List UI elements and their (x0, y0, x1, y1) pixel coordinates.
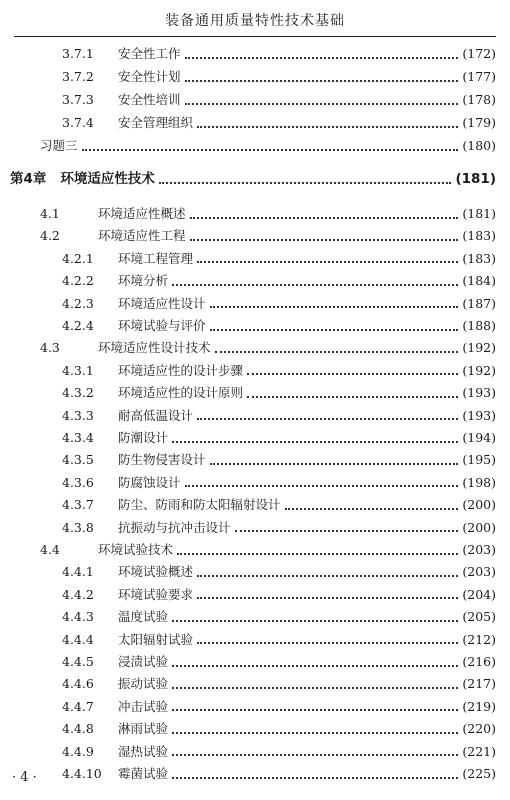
toc-entry-number: 3.7.3 (62, 92, 94, 107)
toc-entry-number: 4.3.5 (62, 452, 94, 468)
toc-entry-title: 防腐蚀设计 (118, 474, 181, 490)
toc-entry-number: 4.3.4 (62, 430, 94, 445)
toc-entry-title: 环境适应性设计 (118, 295, 206, 311)
dot-leader (197, 641, 458, 644)
toc-page-number: (219) (462, 698, 496, 714)
toc-row[interactable] (62, 562, 496, 582)
toc-entry-title: 安全性工作 (118, 46, 181, 61)
toc-entry-title: 浸渍试验 (118, 654, 169, 669)
toc-page-number: (180) (462, 138, 496, 153)
toc-page-number: (193) (462, 407, 496, 423)
toc-entry-title: 环境适应性概述 (98, 206, 186, 221)
toc-entry-number: 4.3.2 (62, 385, 94, 401)
toc-page-number: (188) (462, 318, 496, 333)
toc-entry-number: 4.4.6 (62, 676, 94, 692)
toc-entry-title: 防尘、防雨和防太阳辐射设计 (118, 497, 281, 513)
toc-row[interactable] (62, 294, 496, 314)
toc-row[interactable] (62, 674, 496, 694)
toc-page-number: (198) (462, 474, 496, 490)
toc-entry-title: 淋雨试验 (118, 721, 169, 737)
toc-row[interactable] (62, 764, 496, 784)
toc-row[interactable] (62, 607, 496, 627)
toc-entry-title: 湿热试验 (118, 743, 169, 759)
toc-entry-number: 4.4.7 (62, 698, 94, 714)
dot-leader (172, 708, 458, 711)
toc-page-number: (192) (462, 362, 496, 378)
toc-entry-title: 环境试验与评价 (118, 318, 206, 333)
toc-entry-number: 4.3.8 (62, 519, 94, 535)
toc-entry-number: 4.4.3 (62, 609, 94, 625)
dot-leader (247, 395, 458, 398)
dot-leader (185, 79, 459, 82)
dot-leader (247, 372, 458, 375)
toc-entry-title: 环境试验要求 (118, 586, 194, 602)
dot-leader (197, 574, 458, 577)
toc-entry-number: 4.3.1 (62, 362, 94, 378)
toc-entry-number: 4.2.3 (62, 295, 94, 311)
toc-entry-title: 振动试验 (118, 676, 169, 692)
dot-leader (172, 731, 458, 734)
toc-entry-title: 环境适应性设计技术 (98, 340, 211, 356)
dot-leader (172, 283, 458, 286)
dot-leader (185, 56, 459, 59)
toc-entry-number: 第4章 (10, 171, 47, 187)
dot-leader (159, 181, 452, 184)
toc-page-number: (216) (462, 654, 496, 669)
toc-row[interactable] (62, 652, 496, 672)
toc-row[interactable] (62, 495, 496, 515)
page-number: · 4 · (12, 770, 37, 785)
dot-leader (210, 305, 459, 308)
dot-leader (197, 260, 458, 263)
toc-entry-title: 防生物侵害设计 (118, 452, 206, 468)
dot-leader (190, 216, 459, 219)
toc-entry-number: 4.4.10 (62, 766, 102, 781)
toc-page-number: (225) (462, 766, 496, 781)
toc-page-number: (193) (462, 385, 496, 401)
toc-page-number: (200) (462, 497, 496, 513)
toc-entry-number: 3.7.2 (62, 69, 94, 84)
dot-leader (235, 529, 459, 532)
toc-entry-title: 温度试验 (118, 609, 169, 625)
toc-row[interactable] (40, 338, 496, 358)
toc-entry-title: 冲击试验 (118, 698, 169, 714)
toc-row[interactable] (62, 719, 496, 739)
toc-page-number: (178) (462, 92, 496, 107)
toc-entry-title: 防潮设计 (118, 430, 169, 445)
dot-leader (210, 462, 459, 465)
toc-row[interactable] (62, 90, 496, 110)
dot-leader (177, 552, 458, 555)
toc-entry-number: 4.4 (40, 542, 60, 557)
toc-page-number: (177) (462, 69, 496, 84)
toc-entry-title: 环境适应性工程 (98, 228, 186, 244)
toc-row[interactable] (40, 540, 496, 560)
toc-row[interactable] (62, 697, 496, 717)
toc-row[interactable] (62, 742, 496, 762)
toc-entry-title: 环境工程管理 (118, 250, 194, 266)
toc-entry-number: 4.1 (40, 206, 60, 221)
toc-row[interactable] (62, 518, 496, 538)
dot-leader (215, 350, 459, 353)
toc-row[interactable] (40, 136, 496, 156)
toc-page-number: (192) (462, 340, 496, 356)
toc-entry-title: 耐高低温设计 (118, 407, 194, 423)
toc-row[interactable] (62, 44, 496, 64)
toc-entry-number: 3.7.4 (62, 115, 94, 130)
toc-row[interactable] (62, 361, 496, 381)
dot-leader (197, 417, 458, 420)
toc-entry-number: 4.4.8 (62, 721, 94, 737)
toc-page-number: (172) (462, 46, 496, 61)
toc-page-number: (200) (462, 519, 496, 535)
toc-row[interactable] (40, 226, 496, 246)
toc-entry-title: 环境适应性的设计原则 (118, 385, 244, 401)
toc-page-number: (204) (462, 586, 496, 602)
toc-entry-title: 环境分析 (118, 273, 169, 289)
toc-row[interactable] (62, 473, 496, 493)
dot-leader (82, 148, 459, 151)
toc-row[interactable] (62, 585, 496, 605)
toc-entry-title: 安全性培训 (118, 92, 181, 107)
toc-page-number: (187) (462, 295, 496, 311)
toc-entry-title: 习题三 (40, 138, 78, 153)
toc-row[interactable] (62, 249, 496, 269)
toc-page-number: (183) (462, 250, 496, 266)
toc-entry-number: 4.2 (40, 228, 60, 244)
dot-leader (197, 125, 458, 128)
toc-page-number: (179) (462, 115, 496, 130)
toc-entry-number: 4.3.6 (62, 474, 94, 490)
toc-page-number: (184) (462, 273, 496, 289)
running-header: 装备通用质量特性技术基础 (165, 13, 345, 29)
toc-page-number: (194) (462, 430, 496, 445)
toc-page-number: (217) (462, 676, 496, 692)
toc-entry-number: 4.2.4 (62, 318, 94, 333)
toc-row[interactable] (62, 383, 496, 403)
toc-entry-title: 安全性计划 (118, 69, 181, 84)
toc-entry-number: 4.4.2 (62, 586, 94, 602)
toc-entry-title: 环境试验技术 (98, 542, 174, 557)
dot-leader (210, 328, 459, 331)
dot-leader (172, 664, 458, 667)
dot-leader (172, 686, 458, 689)
toc-page-number: (220) (462, 721, 496, 737)
toc-entry-title: 太阳辐射试验 (118, 631, 194, 647)
header-rule (14, 36, 496, 37)
toc-row[interactable] (62, 271, 496, 291)
dot-leader (190, 238, 459, 241)
toc-row[interactable] (62, 428, 496, 448)
toc-row[interactable] (62, 450, 496, 470)
toc-entry-number: 4.2.1 (62, 250, 94, 266)
toc-entry-number: 4.4.1 (62, 564, 94, 580)
dot-leader (185, 102, 459, 105)
toc-row[interactable] (62, 406, 496, 426)
toc-entry-number: 4.3 (40, 340, 60, 356)
dot-leader (172, 619, 458, 622)
toc-entry-title: 环境试验概述 (118, 564, 194, 580)
toc-page-number: (181) (455, 171, 496, 187)
toc-entry-title: 安全管理组织 (118, 115, 194, 130)
toc-entry-number: 4.2.2 (62, 273, 94, 289)
toc-entry-number: 3.7.1 (62, 46, 94, 61)
toc-page-number: (212) (462, 631, 496, 647)
toc-chapter-row[interactable] (10, 169, 496, 189)
toc-row[interactable] (62, 67, 496, 87)
toc-entry-title: 抗振动与抗冲击设计 (118, 519, 231, 535)
toc-page-number: (195) (462, 452, 496, 468)
toc-row[interactable] (62, 630, 496, 650)
toc-entry-number: 4.4.4 (62, 631, 94, 647)
toc-page-number: (205) (462, 609, 496, 625)
toc-entry-title: 环境适应性技术 (60, 171, 155, 187)
dot-leader (197, 596, 458, 599)
dot-leader (285, 507, 459, 510)
toc-row[interactable] (40, 204, 496, 224)
toc-row[interactable] (62, 113, 496, 133)
toc-entry-number: 4.4.9 (62, 743, 94, 759)
toc-entry-title: 霉菌试验 (118, 766, 169, 781)
toc-entry-number: 4.3.3 (62, 407, 94, 423)
toc-entry-number: 4.4.5 (62, 654, 94, 669)
toc-page-number: (203) (462, 542, 496, 557)
dot-leader (172, 440, 458, 443)
toc-row[interactable] (62, 316, 496, 336)
toc-page-number: (181) (462, 206, 496, 221)
toc-entry-number: 4.3.7 (62, 497, 94, 513)
toc-entry-title: 环境适应性的设计步骤 (118, 362, 244, 378)
toc-page-number: (203) (462, 564, 496, 580)
dot-leader (172, 753, 458, 756)
dot-leader (172, 776, 458, 779)
dot-leader (185, 484, 459, 487)
toc-page-number: (183) (462, 228, 496, 244)
toc-page-number: (221) (462, 743, 496, 759)
